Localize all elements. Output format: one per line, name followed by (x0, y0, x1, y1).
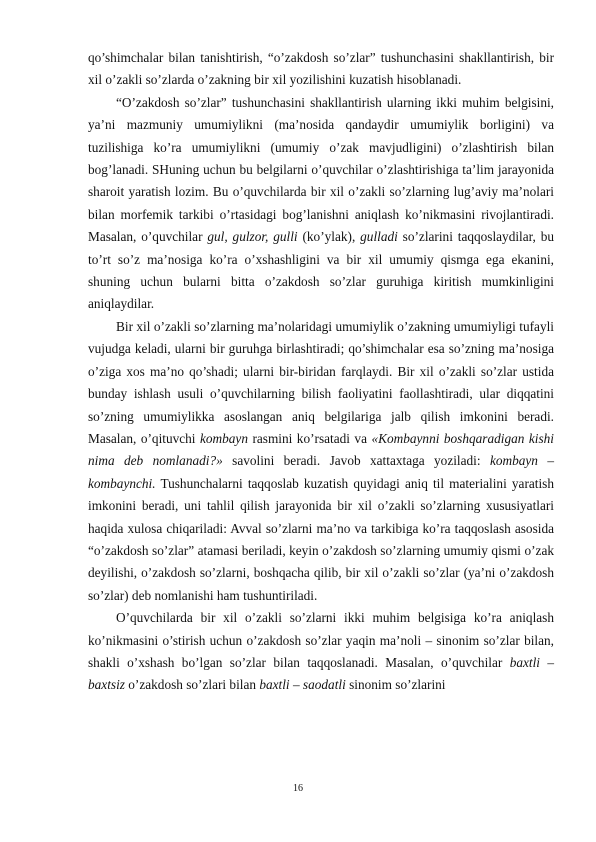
text-run: so’zlarini taqqoslaydilar, bu to’rt so’z ma’nosiga ko’ra o’xshashligini va bir xil umumiy qismga ega ekanini, shuning uchun bularni bitta o’zakdosh so’zlar guruhiga kiritish mumkinligini aniqlaydilar. (88, 229, 555, 312)
paragraph (88, 607, 554, 697)
text-run: qo’shimchalar bilan tanishtirish, “o’zakdosh so’zlar” tushunchasini shakllantirish, bir xil o’zakli so’zlarda o’zakning bir xil yozilishini kuzatish hisoblanadi. (88, 50, 554, 88)
document-body (88, 47, 554, 697)
italic-text: baxtli – baxtsiz (88, 654, 555, 693)
text-run: savolini beradi. Javob xattaxtaga yoziladi: (222, 453, 490, 469)
italic-text: gulladi (360, 229, 398, 245)
italic-text: kombayn (199, 430, 248, 446)
text-run: sinonim so’zlarini (345, 677, 446, 693)
text-run: Bir xil o’zakli so’zlarning ma’nolaridagi umumiylik o’zakning umumiyligi tufayli vujudga keladi, ularni bir guruhga birlashtiradi; qo’shimchalar esa so’zning ma’nosiga o’ziga xos ma’no qo’shadi; ularni bir-biridan farqlaydi. Bir xil o’zakli so’zlar ustida bunday ishlash usuli o’quvchilarning bilish faoliyatini faollashtiradi, ular diqqatini so’zning umumiylikka asoslangan aniq belgilariga jalb qilish imkonini beradi. Masalan, o’qituvchi (88, 318, 554, 446)
text-run: rasmini ko’rsatadi va (247, 430, 372, 446)
text-run: O’quvchilarda bir xil o’zakli so’zlarni ikki muhim belgisiga ko’ra aniqlash ko’nikmasini o’stirish uchun o’zakdosh so’zlar yaqin ma’noli – sinonim so’zlar bilan, shakli o’xshash bo’lgan so’zlar bilan taqqoslanadi. Masalan, o’quvchilar (88, 610, 554, 670)
paragraph (88, 316, 554, 607)
italic-text: «Kombaynni boshqaradigan kishi nima deb nomlanadi?» (88, 430, 554, 469)
paragraph (88, 47, 554, 92)
text-run: o’zakdosh so’zlari bilan (124, 677, 260, 693)
italic-text: gul, gulzor, gulli (207, 229, 298, 245)
page-number: 16 (293, 783, 303, 794)
text-run: “O’zakdosh so’zlar” tushunchasini shakllantirish ularning ikki muhim belgisini, ya’ni mazmuniy umumiylikni (ma’nosida qandaydir umumiylik borligini) va tuzilishiga ko’ra umumiylikni (umumiy o’zak mavjudligini) o’zlashtirish bilan bog’lanadi. SHuning uchun bu belgilarni o’quvchilar o’zlashtirishiga ta’lim jarayonida sharoit yaratish lozim. Bu o’quvchilarda bir xil o’zakli so’zlarning lug’aviy ma’nolari bilan morfemik tarkibi o’rtasidagi bog’lanishni aniqlash ko’nikmasini rivojlantiradi. Masalan, o’quvchilar (88, 94, 554, 245)
paragraph (88, 92, 554, 316)
text-run: (ko’ylak), (297, 229, 361, 245)
text-run: Tushunchalarni taqqoslab kuzatish quyidagi aniq til materialini yaratish imkonini beradi, uni tahlil qilish jarayonida bir xil o’zakli so’zlarning xususiyatlari haqida xulosa chiqariladi: Avval so’zlarni ma’no va tarkibiga ko’ra taqqoslash asosida “o’zakdosh so’zlar” atamasi beriladi, keyin o’zakdosh so’zlarning umumiy qismi o’zak deyilishi, o’zakdosh so’zlarni, boshqacha qilib, bir xil o’zakli so’zlar (ya’ni o’zakdosh so’zlar) deb nomlanishi ham tushuntiriladi. (88, 475, 554, 603)
italic-text: baxtli – saodatli (259, 677, 346, 693)
italic-text: kombayn – kombaynchi. (88, 453, 554, 491)
